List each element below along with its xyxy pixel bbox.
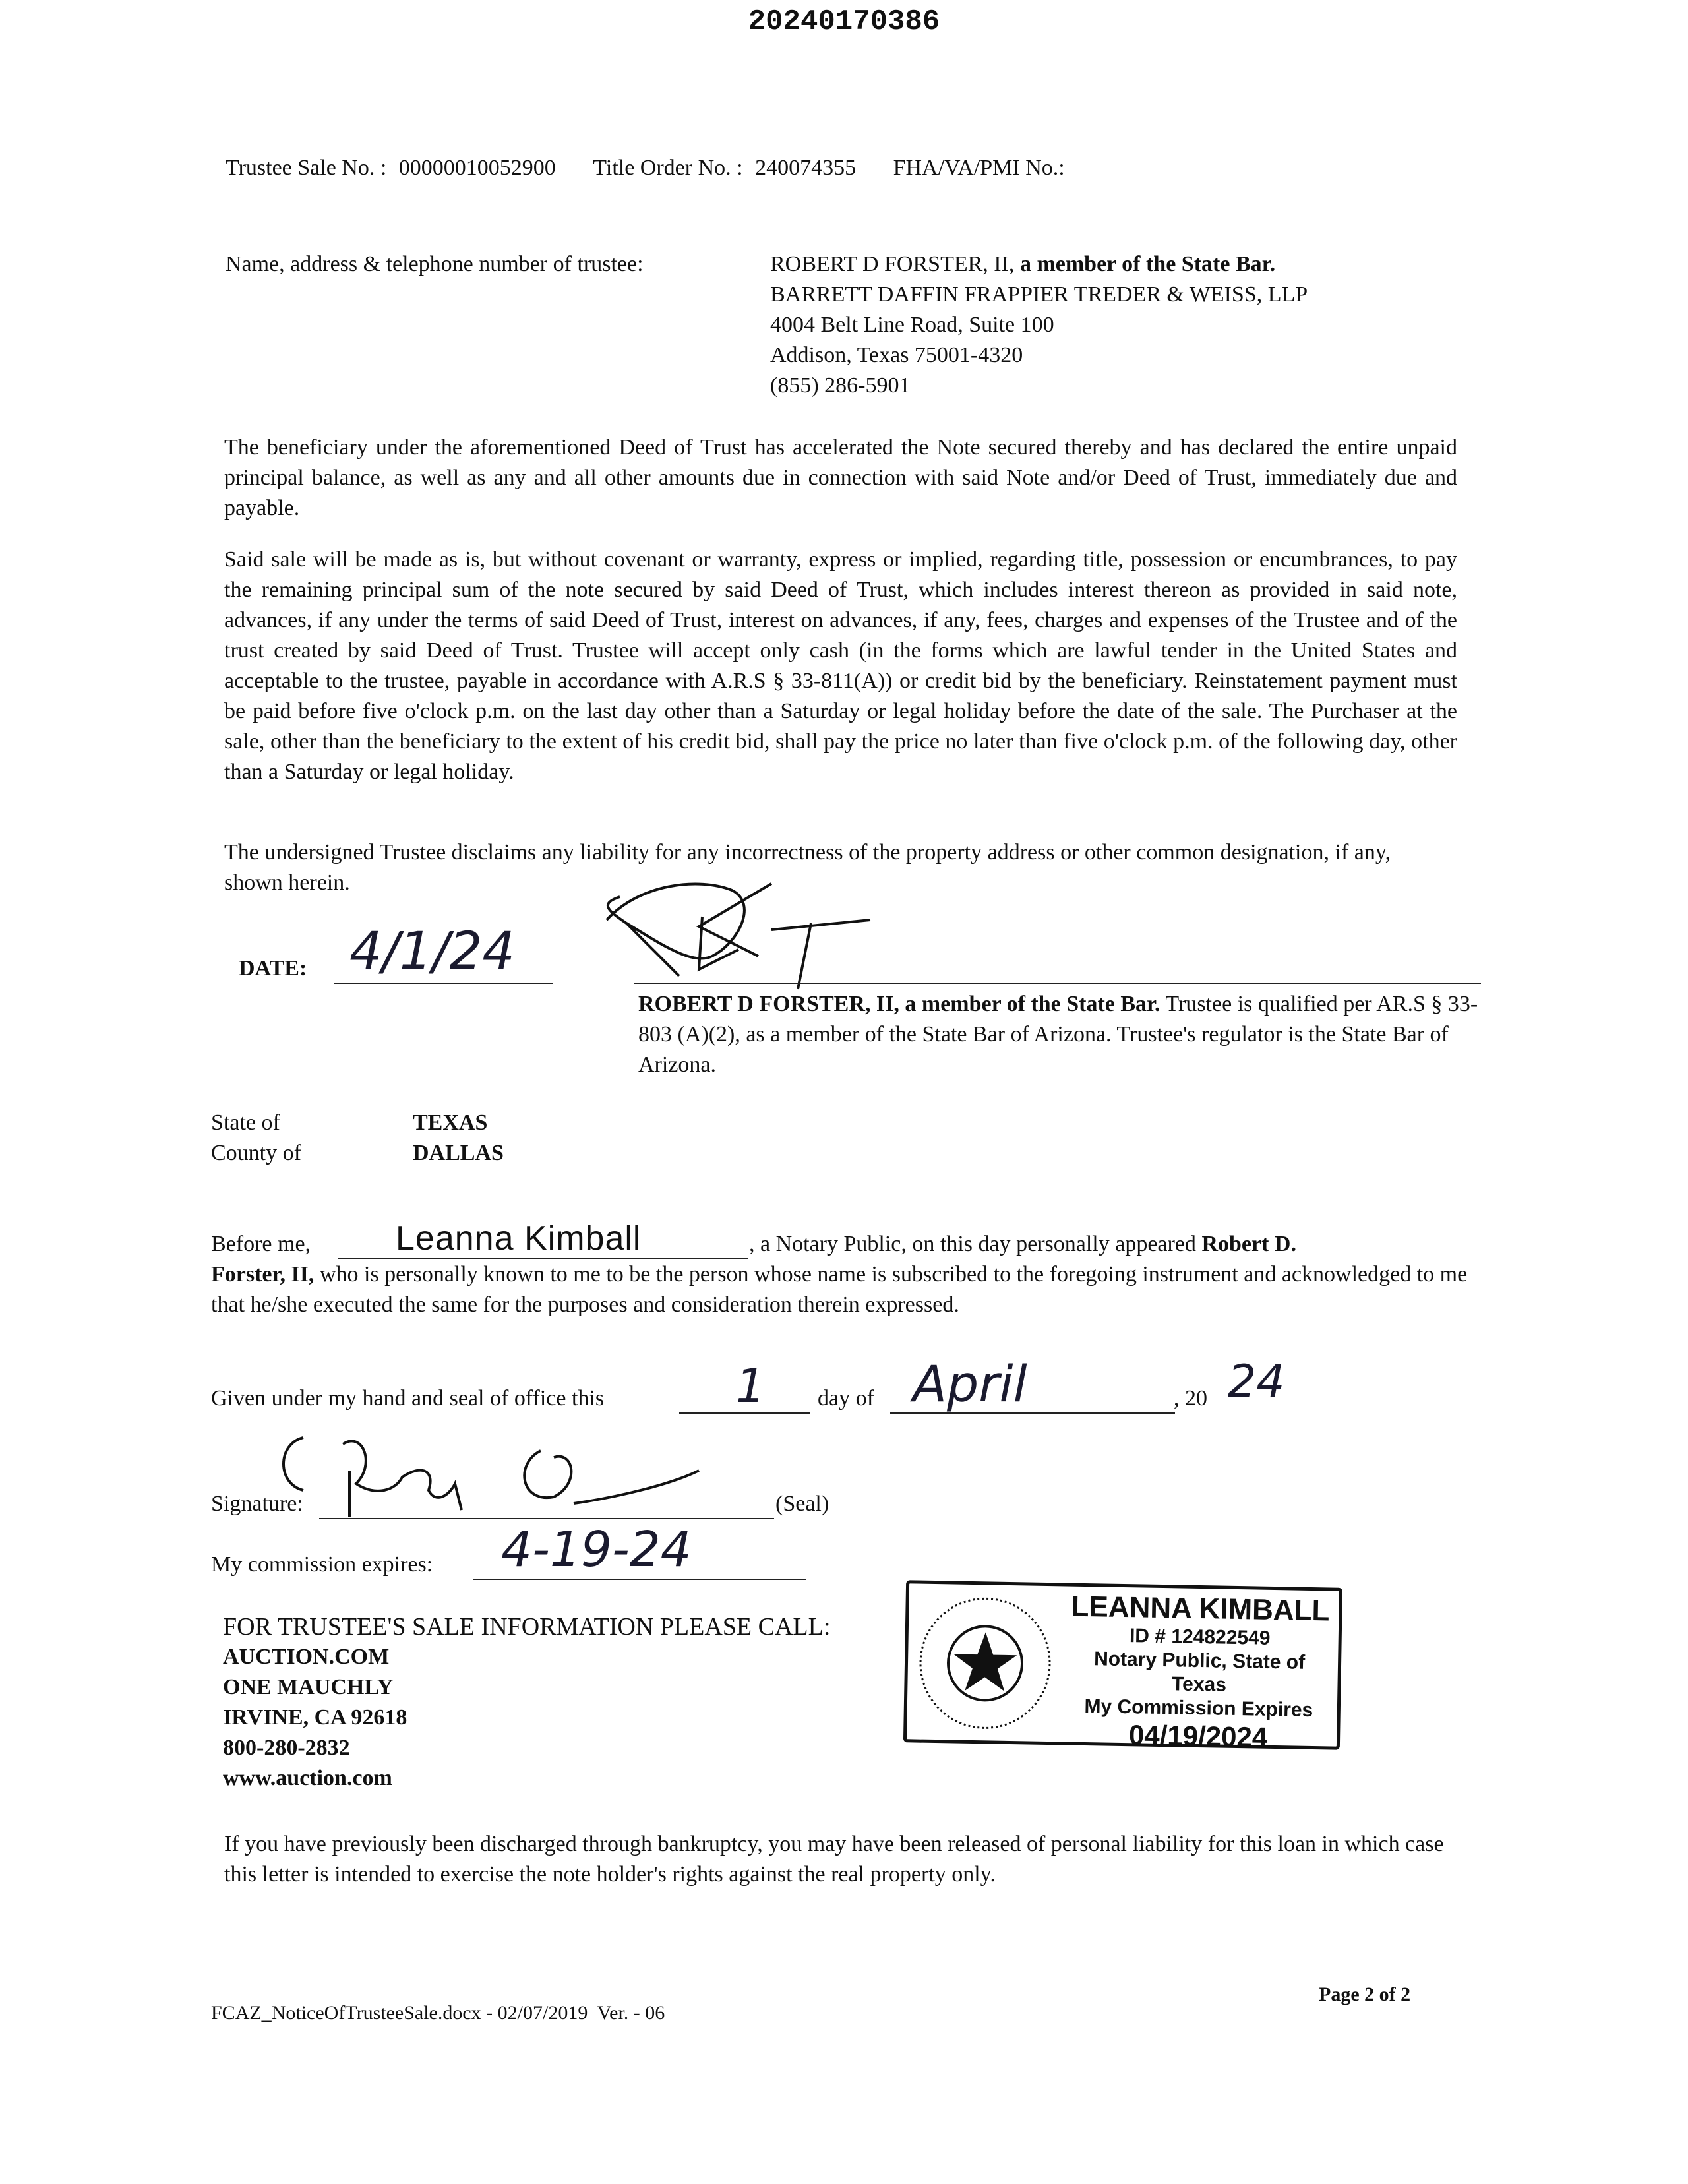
county-label: County of [211,1141,301,1165]
seal-label: (Seal) [775,1492,829,1516]
given-label: Given under my hand and seal of office this [211,1386,605,1410]
notary-stamp [903,1580,1342,1753]
recording-number: 20240170386 [748,5,940,38]
trustee-signature [580,857,950,996]
appeared-name-a: Robert D. [1201,1232,1296,1256]
header-row [226,153,1544,183]
signer-name: ROBERT D FORSTER, II, a member of the State Bar. [638,992,1160,1016]
notary-signature [264,1424,752,1523]
state-value: TEXAS [413,1110,488,1135]
sale-info-phone: 800-280-2832 [223,1736,350,1760]
stamp-line1: Notary Public, State of Texas [1093,1648,1306,1696]
stamp-date: 04/19/2024 [1128,1719,1268,1753]
trustee-sale-label: Trustee Sale No. : [226,156,387,180]
trustee-phone: (855) 286-5901 [770,373,911,398]
paragraph-disclaimer: The undersigned Trustee disclaims any liability for any incorrectness of the property address or other common designation, if any, shown herein. [224,840,1391,895]
notary-appeared-text: , a Notary Public, on this day personally appeared [749,1232,1196,1256]
notary-name-stamped: Leanna Kimball [396,1219,642,1258]
trustee-name: ROBERT D FORSTER, II, [770,252,1015,276]
paragraph-sale-terms: Said sale will be made as is, but without covenant or warranty, express or implied, regarding title, possession or encumbrances, to pay the remaining principal sum of the note secured by said Deed of Trust, which includes interest thereon as provided in said note, advances, if any under the terms of said Deed of Trust, interest on advances, if any, fees, charges and expenses of the Trustee and of the trust created by said Deed of Trust. Trustee will accept only cash (in the forms which are lawful tender in the United States and acceptable to the trustee, payable in accordance with A.R.S § 33-811(A)) or credit bid by the beneficiary. Reinstatement payment must be paid before five o'clock p.m. on the last day other than a Saturday or legal holiday before the date of the sale. The Purchaser at the sale, other than the beneficiary to the extent of his credit bid, shall pay the price no later than five o'clock p.m. of the following day, other than a Saturday or legal holiday. [224,547,1457,784]
sale-info-block [223,1612,882,1794]
trustee-sale-value: 00000010052900 [398,156,556,180]
notary-known-text: who is personally known to me to be the person whose name is subscribed to the foregoing instrument and acknowledged to me that he/she executed the same for the purposes and consideration therein expressed. [211,1262,1468,1317]
before-me-label: Before me, [211,1232,311,1256]
trustee-name-suffix: a member of the State Bar. [1019,252,1276,276]
fha-label: FHA/VA/PMI No.: [893,156,1065,180]
trustee-firm: BARRETT DAFFIN FRAPPIER TREDER & WEISS, LLP [770,282,1308,307]
stamp-line2: My Commission Expires [1084,1695,1313,1722]
commission-label: My commission expires: [211,1552,433,1577]
title-order-value: 240074355 [755,156,857,180]
sale-info-heading: FOR TRUSTEE'S SALE INFORMATION PLEASE CALL: [223,1613,831,1641]
commission-line [473,1579,806,1580]
trustee-name-line [770,249,1627,280]
appeared-name-b: Forster, II, [211,1262,315,1287]
signer-block [638,989,1489,1080]
sale-info-city: IRVINE, CA 92618 [223,1705,407,1730]
commission-handwritten: 4-19-24 [501,1521,692,1578]
signer-qualification: Trustee is qualified per AR.S § 33-803 (A)(2), as a member of the State Bar of Arizona. Trustee's regulator is the State Bar of Arizona. [638,992,1478,1077]
month-handwritten: April [913,1354,1027,1413]
trustee-address1: 4004 Belt Line Road, Suite 100 [770,313,1054,337]
sale-info-company: AUCTION.COM [223,1645,390,1669]
page-number: Page 2 of 2 [1319,1984,1411,2005]
day-of-label: day of [818,1386,874,1410]
county-value: DALLAS [413,1141,504,1165]
title-order-label: Title Order No. : [593,156,743,180]
notary-text-a [749,1229,1488,1259]
date-handwritten: 4/1/24 [349,922,516,981]
bankruptcy-note: If you have previously been discharged through bankruptcy, you may have been released of personal liability for this loan in which case this letter is intended to exercise the note holder's rights against the real property only. [224,1832,1444,1887]
year-handwritten: 24 [1228,1356,1285,1408]
trustee-address2: Addison, Texas 75001-4320 [770,343,1023,367]
notary-seal-emblem [915,1593,1056,1734]
date-line [334,983,553,984]
notary-text-b [211,1259,1484,1320]
sale-info-street: ONE MAUCHLY [223,1675,394,1699]
state-label: State of [211,1110,280,1135]
year-prefix: , 20 [1174,1386,1207,1410]
footer-file: FCAZ_NoticeOfTrusteeSale.docx - 02/07/2019 Ver. - 06 [211,2002,665,2024]
trustee-address-block [770,249,1627,401]
sale-info-web: www.auction.com [223,1766,392,1790]
signature-label: Signature: [211,1492,303,1516]
paragraph-acceleration: The beneficiary under the aforementioned Deed of Trust has accelerated the Note secured thereby and has declared the entire unpaid principal balance, as well as any and all other amounts due in connection with said Note and/or Deed of Trust, immediately due and payable. [224,435,1457,520]
signature-line [634,983,1481,984]
trustee-label: Name, address & telephone number of trustee: [226,252,644,276]
stamp-name: LEANNA KIMBALL [1071,1590,1330,1627]
day-handwritten: 1 [736,1359,766,1413]
date-label: DATE: [239,956,307,981]
stamp-id: ID # 124822549 [1129,1625,1271,1649]
